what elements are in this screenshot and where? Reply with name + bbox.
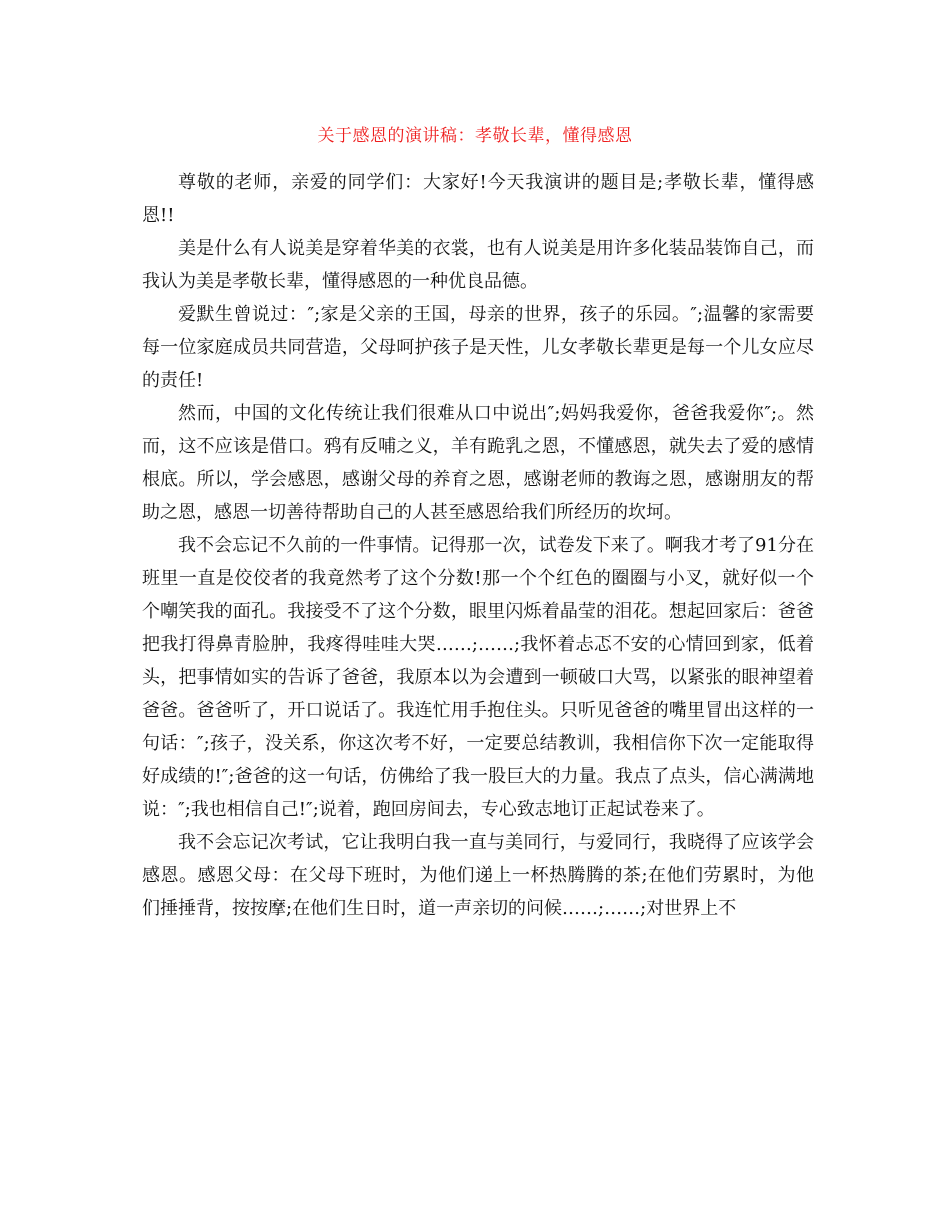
paragraph-emerson-quote: 爱默生曾说过：″;家是父亲的王国，母亲的世界，孩子的乐园。″;温馨的家需要每一位家庭成员共同营造，父母呵护孩子是天性，儿女孝敬长辈更是每一个儿女应尽的责任! (142, 304, 814, 391)
paragraph-conclusion: 我不会忘记次考试，它让我明白我一直与美同行，与爱同行，我晓得了应该学会感恩。感恩父母：在父母下班时，为他们递上一杯热腾腾的茶;在他们劳累时，为他们捶捶背，按按摩;在他们生日时，道一声亲切的问候……;……;对世界上不 (142, 832, 814, 919)
paragraph-beauty: 美是什么有人说美是穿着华美的衣裳，也有人说美是用许多化装品装饰自己，而我认为美是孝敬长辈，懂得感恩的一种优良品德。 (142, 238, 814, 292)
paragraph-exam-story: 我不会忘记不久前的一件事情。记得那一次，试卷发下来了。啊我才考了91分在班里一直是佼佼者的我竟然考了这个分数!那一个个红色的圈圈与小叉，就好似一个个嘲笑我的面孔。我接受不了这个分数，眼里闪烁着晶莹的泪花。想起回家后：爸爸把我打得鼻青脸肿，我疼得哇哇大哭……;……;我怀着忐忑不安的心情回到家，低着头，把事情如实的告诉了爸爸，我原本以为会遭到一顿破口大骂，以紧张的眼神望着爸爸。爸爸听了，开口说话了。我连忙用手抱住头。只听见爸爸的嘴里冒出这样的一句话：″;孩子，没关系，你这次考不好，一定要总结教训，我相信你下次一定能取得好成绩的!″;爸爸的这一句话，仿佛给了我一股巨大的力量。我点了点头，信心满满地说：″;我也相信自己!″;说着，跑回房间去，专心致志地订正起试卷来了。 (142, 535, 814, 820)
paragraph-greeting: 尊敬的老师，亲爱的同学们：大家好!今天我演讲的题目是;孝敬长辈，懂得感恩!! (142, 172, 814, 226)
document-body (142, 166, 814, 925)
paragraph-gratitude: 然而，中国的文化传统让我们很难从口中说出″;妈妈我爱你，爸爸我爱你″;。然而，这不应该是借口。鸦有反哺之义，羊有跪乳之恩，不懂感恩，就失去了爱的感情根底。所以，学会感恩，感谢父母的养育之恩，感谢老师的教诲之恩，感谢朋友的帮助之恩，感恩一切善待帮助自己的人甚至感恩给我们所经历的坎坷。 (142, 403, 814, 523)
document-title: 关于感恩的演讲稿：孝敬长辈，懂得感恩 (317, 126, 633, 146)
